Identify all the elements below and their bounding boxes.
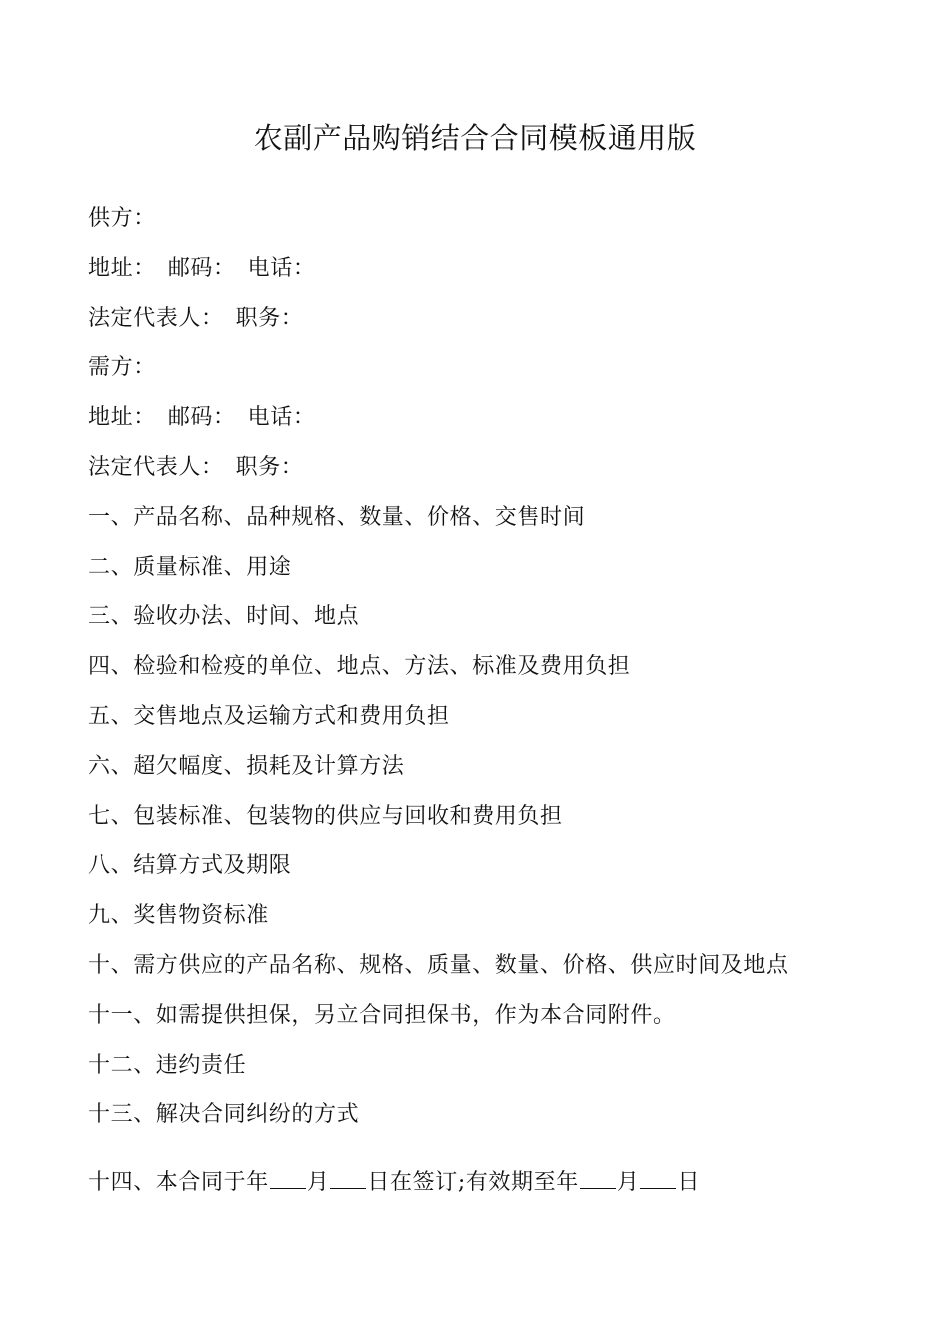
clause-7: 七、包装标准、包装物的供应与回收和费用负担 <box>88 803 563 829</box>
supplier-contact-line <box>88 255 908 283</box>
blank-field[interactable] <box>580 1166 616 1189</box>
blank-field[interactable] <box>640 1166 676 1189</box>
clause-5: 五、交售地点及运输方式和费用负担 <box>88 703 450 729</box>
clause-14 <box>88 1166 700 1197</box>
clause-1: 一、产品名称、品种规格、数量、价格、交售时间 <box>88 504 586 530</box>
buyer-postcode-label: 邮码： <box>167 405 236 431</box>
clause-4: 四、检验和检疫的单位、地点、方法、标准及费用负担 <box>88 654 631 680</box>
clause-14-day-2: 日 <box>677 1170 701 1195</box>
clause-14-month: 月 <box>306 1170 330 1195</box>
buyer-legal-rep-label: 法定代表人： <box>88 454 224 480</box>
buyer-label: 需方： <box>88 355 156 381</box>
clause-14-mid: 日在签订;有效期至年 <box>367 1170 579 1195</box>
buyer-phone-label: 电话： <box>247 405 316 431</box>
supplier-address-label: 地址： <box>88 255 156 281</box>
blank-field[interactable] <box>270 1166 306 1189</box>
clause-14-month-2: 月 <box>616 1170 640 1195</box>
clause-12: 十二、违约责任 <box>88 1052 247 1078</box>
supplier-phone-label: 电话： <box>247 255 316 281</box>
supplier-position-label: 职务： <box>235 305 304 331</box>
buyer-position-label: 职务： <box>235 454 304 480</box>
supplier-postcode-label: 邮码： <box>167 255 236 281</box>
clause-11: 十一、如需提供担保，另立合同担保书，作为本合同附件。 <box>88 1002 676 1028</box>
blank-field[interactable] <box>330 1166 366 1189</box>
clause-14-prefix: 十四、本合同于年 <box>88 1170 269 1195</box>
clause-6: 六、超欠幅度、损耗及计算方法 <box>88 753 405 779</box>
clause-10: 十、需方供应的产品名称、规格、质量、数量、价格、供应时间及地点 <box>88 952 789 978</box>
supplier-label: 供方： <box>88 206 156 231</box>
clause-9: 九、奖售物资标准 <box>88 903 269 929</box>
buyer-address-label: 地址： <box>88 405 156 431</box>
clause-3: 三、验收办法、时间、地点 <box>88 604 360 630</box>
buyer-rep-line <box>88 454 908 482</box>
supplier-legal-rep-label: 法定代表人： <box>88 305 224 331</box>
clause-2: 二、质量标准、用途 <box>88 554 292 580</box>
clause-8: 八、结算方式及期限 <box>88 853 292 879</box>
document-title: 农副产品购销结合合同模板通用版 <box>253 121 697 155</box>
buyer-contact-line <box>88 404 908 432</box>
contract-body <box>88 205 908 1151</box>
clause-13: 十三、解决合同纠纷的方式 <box>88 1102 360 1128</box>
supplier-rep-line <box>88 305 908 333</box>
